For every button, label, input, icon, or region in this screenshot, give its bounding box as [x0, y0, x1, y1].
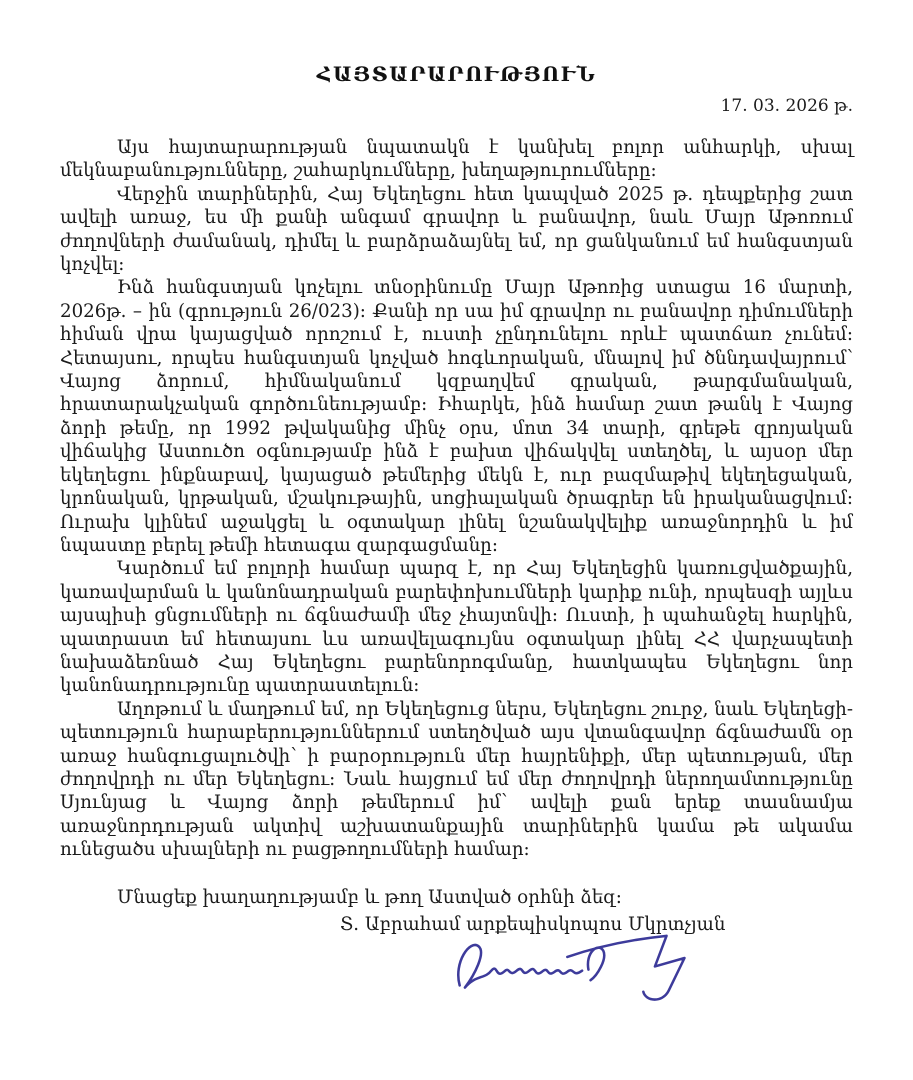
- closing-line: Մնացեք խաղաղությամբ և թող Աստված օրհնի ձեզ:: [117, 886, 622, 908]
- paragraph-retirement-request: Վերջին տարիներին, Հայ Եկեղեցու հետ կապված 2025 թ. դեպքերից շատ ավելի առաջ, ես մի քանի անգամ գրավոր և բանավոր, նաև Մայր Աթոռում ժողովների ժամանակ, դիմել և բարձրաձայնել եմ, որ ցանկանում եմ հանգստյան կոչվել:: [60, 183, 853, 276]
- document-body: [60, 136, 853, 936]
- paragraph-purpose: Այս հայտարարության նպատակն է կանխել բոլոր անհարկի, սխալ մեկնաբանությունները, շահարկումները, խեղաթյուրումները:: [60, 137, 853, 182]
- paragraph-prayer-and-apology: Աղոթում և մաղթում եմ, որ Եկեղեցուց ներս, Եկեղեցու շուրջ, նաև Եկեղեցի-պետություն հարաբերություններում ստեղծված այս վտանգավոր ճգնաժամն օր առաջ հանգուցալուծվի՝ ի բարօրություն մեր հայրենիքի, մեր պետության, մեր ժողովրդի ու մեր Եկեղեցու: Նաև հայցում եմ մեր ժողովրդի ներողամտությունը Սյունյաց և Վայոց ձորի թեմերում իմ՝ ավելի քան երեք տասնամյա առաջնորդության ակտիվ աշխատանքային տարիներին կամա թե ակամա ունեցածս սխալների ու բացթողումների համար:: [60, 698, 853, 861]
- paragraph-church-reforms: Կարծում եմ բոլորի համար պարզ է, որ Հայ Եկեղեցին կառուցվածքային, կառավարման և կանոնադրական բարեփոխումների կարիք ունի, որպեսզի այլևս այսպիսի ցնցումների ու ճգնաժամի մեջ չհայտնվի: Ուստի, ի պահանջել հարկին, պատրաստ եմ հետայսու ևս առավելագույնս օգտակար լինել ՀՀ վարչապետի նախաձեռնած Հայ Եկեղեցու բարենորոգմանը, հատկապես Եկեղեցու նոր կանոնադրությունը պատրաստելուն:: [60, 558, 853, 697]
- signatory-name: Տ. Աբրահամ արքեպիսկոպոս Մկրտչյան: [340, 914, 726, 935]
- document-title: ՀԱՅՏԱՐԱՐՈՒԹՅՈՒՆ: [316, 62, 597, 86]
- signature-scribble: [440, 920, 720, 1015]
- document-date: 17. 03. 2026 թ.: [720, 96, 853, 116]
- paragraph-decision-and-plans: Ինձ հանգստյան կոչելու տնօրինումը Մայր Աթոռից ստացա 16 մարտի, 2026թ. – ին (գրություն 26/023): Քանի որ սա իմ գրավոր ու բանավոր դիմումների հիման վրա կայացված որոշում է, ուստի չընդունելու որևէ պատճառ չունեմ: Հետայսու, որպես հանգստյան կոչված հոգևորական, մնալով իմ ծննդավայրում՝ Վայոց ձորում, հիմնականում կզբաղվեմ գրական, թարգմանական, հրատարակչական գործունեությամբ: Իհարկե, ինձ համար շատ թանկ է Վայոց ձորի թեմը, որ 1992 թվականից մինչ օրս, մոտ 34 տարի, գրեթե զրոյական վիճակից Աստուծո օգնությամբ ինձ է բախտ վիճակվել ստեղծել, և այսօր մեր եկեղեցու ինքնաբավ, կայացած թեմերից մեկն է, ուր բազմաթիվ եկեղեցական, կրոնական, կրթական, մշակութային, սոցիալական ծրագրեր են իրականացվում: Ուրախ կլինեմ աջակցել և օգտակար լինել նշանակվելիք առաջնորդին և իմ նպաստը բերել թեմի հետագա զարգացմանը:: [60, 277, 853, 556]
- signature-ink-svg: [440, 920, 720, 1015]
- signature-ink-path: [458, 936, 684, 1000]
